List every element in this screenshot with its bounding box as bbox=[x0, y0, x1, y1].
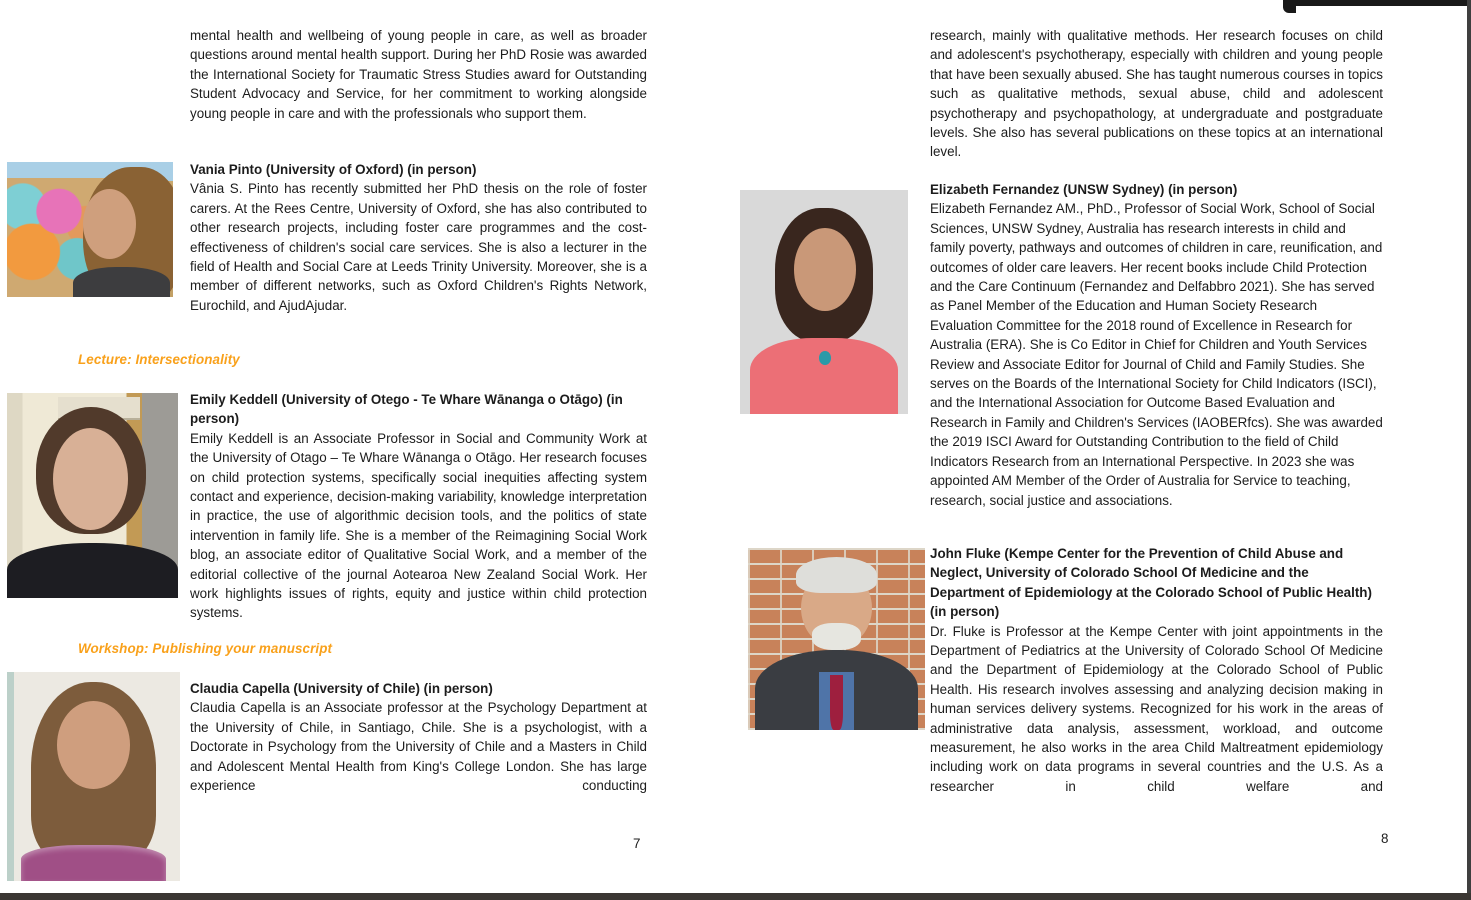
portrait-top-shape bbox=[21, 845, 166, 881]
speaker-name-emily-keddell: Emily Keddell (University of Otego - Te Whare Wānanga o Otāgo) (in person) bbox=[190, 392, 623, 427]
speaker-bio-elizabeth-fernandez: Elizabeth Fernandez AM., PhD., Professor of Social Work, School of Social Sciences, UNSW Sydney, Australia has research interests in child and family poverty, pathways and outcomes of children in care, reunification, and outcomes of older care leavers. Her recent books include Child Protection and the Care Continuum (Fernandez and Delfabbro 2021). She has served as Panel Member of the Education and Human Society Research Evaluation Committee for the 2018 round of Excellence in Research for Australia (ERA). She is Co Editor in Chief for Children and Youth Services Review and Associate Editor for Journal of Child and Family Studies. She serves on the Boards of the International Society for Child Indicators (ISCI), and the International Association for Outcome Based Evaluation and Research in Family and Children's Services (IAOBERfcs). She was awarded the 2019 ISCI Award for Outstanding Contribution to the field of Child Indicators Research from an International Perspective. In 2023 she was appointed AM Member of the Order of Australia for Service to teaching, research, social justice and associations. bbox=[930, 201, 1383, 508]
claudia-capella-section bbox=[190, 679, 647, 795]
speaker-bio-emily-keddell: Emily Keddell is an Associate Professor in Social and Community Work at the University of Otago – Te Whare Wānanga o Otāgo. Her research focuses on child protection systems, specifically social inequities affecting system contact and experience, decision-making variability, knowledge interpretation in practice, the use of algorithmic decision tools, and the politics of state intervention in family life. She is a member of the Reimagining Social Work blog, an associate editor of Qualitative Social Work, and a member of the editorial collective of the journal Aotearoa New Zealand Social Work. Her work highlights issues of rights, equity and justice within child protection systems. bbox=[190, 430, 647, 621]
speaker-name-john-fluke: John Fluke (Kempe Center for the Prevention of Child Abuse and Neglect, University of Colorado School Of Medicine and the Department of Epidemiology at the Colorado School of Public Health) (in person) bbox=[930, 546, 1372, 620]
portrait-beard-shape bbox=[812, 623, 862, 650]
speaker-bio-claudia-capella: Claudia Capella is an Associate professor at the Psychology Department at the University of Chile, in Santiago, Chile. She is a psychologist, with a Doctorate in Psychology from the University of Chile and a Masters in Child and Adolescent Mental Health from King's College London. She has large experience conducting bbox=[190, 700, 647, 794]
portrait-face-shape bbox=[794, 228, 856, 311]
portrait-hair-shape bbox=[796, 557, 877, 593]
speaker-bio-vania-pinto: Vânia S. Pinto has recently submitted her PhD thesis on the role of foster carers. At the Rees Centre, University of Oxford, she has also contributed to other research projects, including foster care programmes and the cost-effectiveness of children's social care services. She is also a lecturer in the field of Health and Social Care at Leeds Trinity University. Moreover, she is a member of different networks, such as Oxford Children's Rights Network, Eurochild, and AjudAjudar. bbox=[190, 181, 647, 313]
left-intro-paragraph: mental health and wellbeing of young people in care, as well as broader questions around mental health support. During her PhD Rosie was awarded the International Society for Traumatic Stress Studies award for Outstanding Student Advocacy and Service, for her commitment to working alongside young people in care and with the professionals who support them. bbox=[190, 28, 647, 121]
portrait-pendant-shape bbox=[819, 351, 831, 364]
portrait-face-shape bbox=[57, 701, 130, 789]
window-right-border bbox=[1467, 0, 1471, 900]
window-bottom-edge bbox=[0, 893, 1471, 900]
vania-pinto-photo bbox=[7, 162, 173, 297]
john-fluke-section bbox=[930, 544, 1383, 796]
elizabeth-fernandez-section bbox=[930, 180, 1383, 510]
portrait-face-shape bbox=[53, 428, 128, 531]
emily-keddell-section bbox=[190, 390, 647, 623]
speaker-bio-john-fluke: Dr. Fluke is Professor at the Kempe Center with joint appointments in the Department of Pediatrics at the University of Colorado School Of Medicine and the Department of Epidemiology at the Colorado School of Public Health. His research involves assessing and analyzing decision making in human services delivery systems. Recognized for his work in the areas of administrative data analysis, assessment, workload, and outcome measurement, he also works in the area Child Maltreatment epidemiology including work on data programs in several countries and the U.S. As a researcher in child welfare and bbox=[930, 623, 1383, 794]
emily-keddell-photo bbox=[7, 393, 178, 598]
background-window-top-edge[interactable] bbox=[1294, 0, 1471, 6]
john-fluke-photo bbox=[748, 548, 925, 730]
lecture-heading: Lecture: Intersectionality bbox=[78, 352, 240, 367]
right-intro-paragraph: research, mainly with qualitative methods. Her research focuses on child and adolescent's psychotherapy, especially with children and young people that have been sexually abused. She has taught numerous courses in topics such as qualitative methods, sexual abuse, child and adolescent psychotherapy and psychopathology, at undergraduate and postgraduate levels. She also has several publications on these topics at an international level. bbox=[930, 28, 1383, 160]
vania-pinto-section bbox=[190, 160, 647, 315]
claudia-capella-photo bbox=[7, 672, 180, 881]
right-page-number: 8 bbox=[1381, 831, 1389, 846]
portrait-tie-shape bbox=[830, 675, 842, 730]
elizabeth-fernandez-photo bbox=[740, 190, 908, 414]
speaker-name-vania-pinto: Vania Pinto (University of Oxford) (in person) bbox=[190, 162, 477, 177]
workshop-heading: Workshop: Publishing your manuscript bbox=[78, 641, 333, 656]
portrait-shoulder-shape bbox=[73, 267, 169, 297]
portrait-jacket-shape bbox=[750, 338, 898, 414]
left-page-number: 7 bbox=[633, 836, 641, 851]
speaker-name-claudia-capella: Claudia Capella (University of Chile) (in person) bbox=[190, 681, 493, 696]
speaker-name-elizabeth-fernandez: Elizabeth Fernandez (UNSW Sydney) (in person) bbox=[930, 182, 1238, 197]
portrait-top-shape bbox=[7, 543, 178, 598]
